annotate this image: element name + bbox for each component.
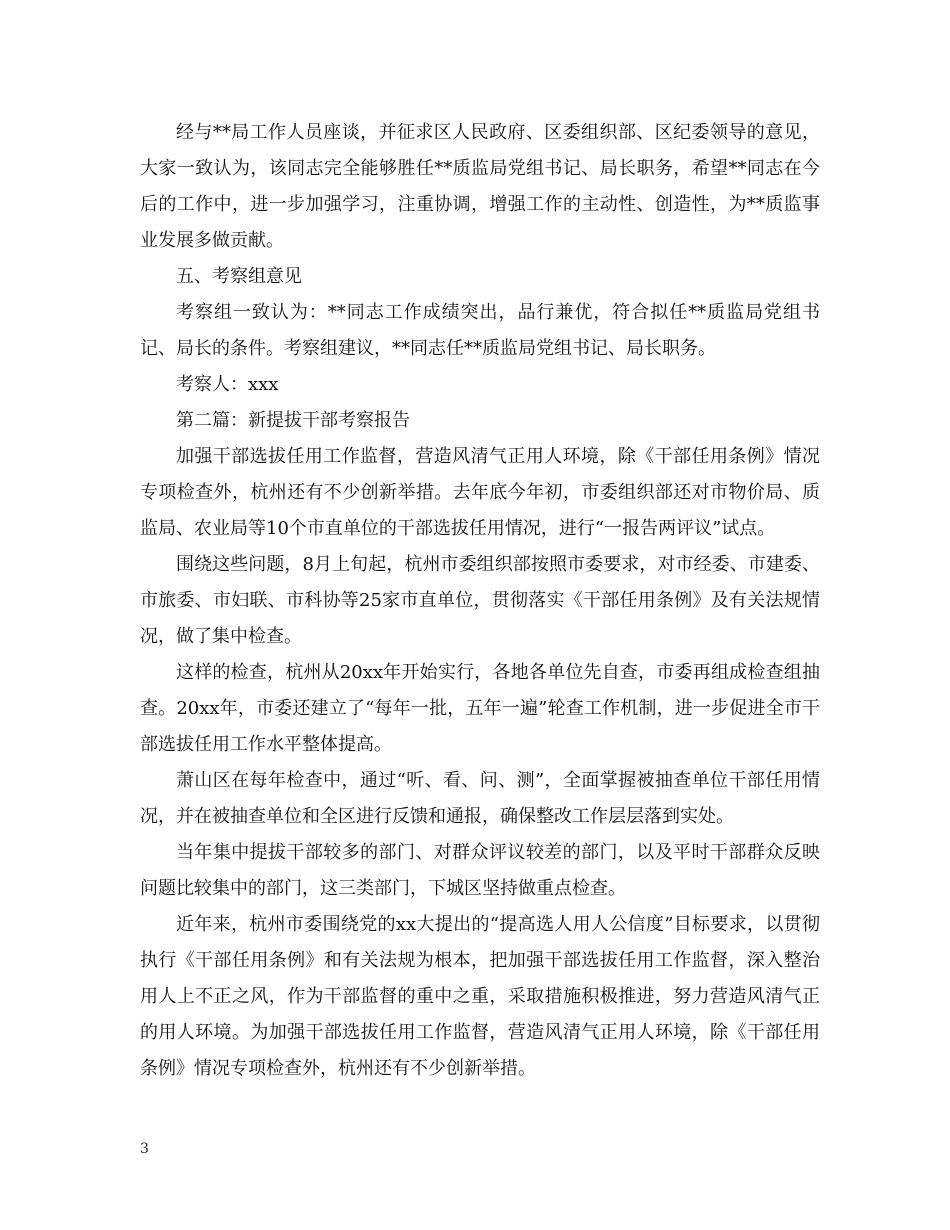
chapter-title: 第二篇：新提拔干部考察报告	[176, 410, 410, 431]
inspector-line: 考察人：xxx	[176, 374, 279, 395]
document-body	[140, 115, 820, 1087]
paragraph-inspection-group-conclusion: 考察组一致认为：**同志工作成绩突出，品行兼优，符合拟任**质监局党组书记、局长的条件。考察组建议，**同志任**质监局党组书记、局长职务。	[140, 302, 820, 359]
paragraph-inspection-mechanism: 这样的检查，杭州从20xx年开始实行，各地各单位先自查，市委再组成检查组抽查。20xx年，市委还建立了“每年一批，五年一遍”轮查工作机制，进一步促进全市干部选拔任用工作水平整体提高。	[140, 662, 820, 755]
paragraph-focused-inspection: 围绕这些问题，8月上旬起，杭州市委组织部按照市委要求，对市经委、市建委、市旅委、市妇联、市科协等25家市直单位，贯彻落实《干部任用条例》及有关法规情况，做了集中检查。	[140, 554, 820, 647]
paragraph-recent-years: 近年来，杭州市委围绕党的xx大提出的“提高选人用人公信度”目标要求，以贯彻执行《干部任用条例》和有关法规为根本，把加强干部选拔任用工作监督，深入整治用人上不正之风，作为干部监督的重中之重，采取措施积极推进，努力营造风清气正的用人环境。为加强干部选拔任用工作监督，营造风清气正用人环境，除《干部任用条例》情况专项检查外，杭州还有不少创新举措。	[140, 914, 820, 1079]
page-number: 3	[140, 1141, 149, 1157]
paragraph-xiaoshan-district: 萧山区在每年检查中，通过“听、看、问、测”，全面掌握被抽查单位干部任用情况，并在被抽查单位和全区进行反馈和通报，确保整改工作层层落到实处。	[140, 770, 820, 827]
paragraph-supervision-measures: 加强干部选拔任用工作监督，营造风清气正用人环境，除《干部任用条例》情况专项检查外，杭州还有不少创新举措。去年底今年初，市委组织部还对市物价局、质监局、农业局等10个市直单位的干部选拔任用情况，进行“一报告两评议”试点。	[140, 446, 820, 539]
section-heading-inspection-group-opinion: 五、考察组意见	[176, 266, 302, 287]
paragraph-interview-opinions: 经与**局工作人员座谈，并征求区人民政府、区委组织部、区纪委领导的意见，大家一致认为，该同志完全能够胜任**质监局党组书记、局长职务，希望**同志在今后的工作中，进一步加强学习，注重协调，增强工作的主动性、创造性，为**质监事业发展多做贡献。	[140, 122, 820, 251]
paragraph-xiacheng-district: 当年集中提拔干部较多的部门、对群众评议较差的部门，以及平时干部群众反映问题比较集中的部门，这三类部门，下城区坚持做重点检查。	[140, 842, 820, 899]
